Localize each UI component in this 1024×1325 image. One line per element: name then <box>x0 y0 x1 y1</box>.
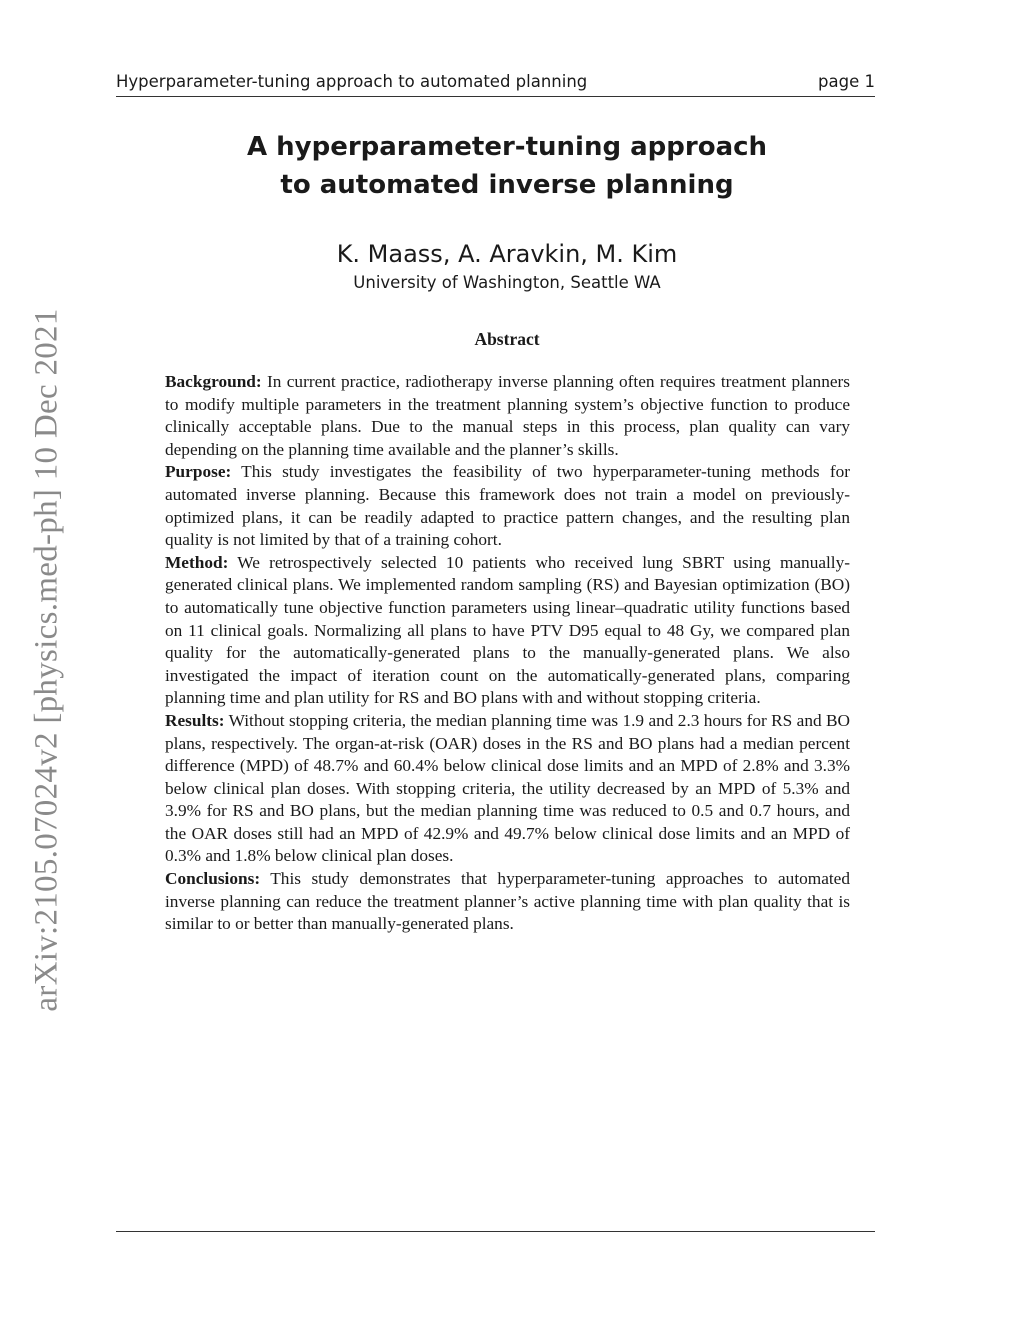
affiliation: University of Washington, Seattle WA <box>353 273 661 292</box>
paper-title-line-2: to automated inverse planning <box>280 170 734 200</box>
section-label: Purpose: <box>165 462 232 482</box>
section-label: Method: <box>165 552 229 572</box>
abstract-results <box>165 710 850 868</box>
abstract-body <box>165 371 850 936</box>
section-text: This study demonstrates that hyperparameter-tuning approaches to automated inverse planning can reduce the treatment planner’s active planning time with plan quality that is similar to or better than manually-generated plans. <box>165 869 850 934</box>
running-header <box>116 72 875 97</box>
section-text: This study investigates the feasibility of two hyperparameter-tuning methods for automated inverse planning. Because this framework does not train a model on previously-optimized plans, it can be readily adapted to practice pattern changes, and the resulting plan quality is not limited by that of a training cohort. <box>165 462 851 550</box>
paper-title-line-1: A hyperparameter-tuning approach <box>246 132 768 162</box>
arxiv-identifier: arXiv:2105.07024v2 [physics.med-ph] 10 Dec 2021 <box>28 308 65 1012</box>
footer-rule <box>116 1231 875 1232</box>
authors: K. Maass, A. Aravkin, M. Kim <box>336 240 678 268</box>
running-title: Hyperparameter-tuning approach to automated planning <box>116 72 588 91</box>
page-number: page 1 <box>818 72 875 91</box>
section-text: Without stopping criteria, the median planning time was 1.9 and 2.3 hours for RS and BO plans, respectively. The organ-at-risk (OAR) doses in the RS and BO plans had a median percent difference (MPD) of 48.7% and 60.4% below clinical dose limits and an MPD of 2.8% and 3.3% below clinical plan doses. With stopping criteria, the utility decreased by an MPD of 5.3% and 3.9% for RS and BO plans, but the median planning time was reduced to 0.5 and 0.7 hours, and the OAR doses still had an MPD of 42.9% and 49.7% below clinical dose limits and an MPD of 0.3% and 1.8% below clinical plan doses. <box>165 710 850 866</box>
section-label: Results: <box>165 710 225 730</box>
abstract-heading: Abstract <box>474 329 540 349</box>
abstract-background <box>165 371 850 461</box>
paper-title <box>116 128 898 204</box>
section-label: Conclusions: <box>165 869 261 889</box>
abstract-purpose <box>165 461 850 551</box>
section-text: In current practice, radiotherapy inverse planning often requires treatment planners to modify multiple parameters in the treatment planning system’s objective function to produce clinically acceptable plans. Due to the manual steps in this process, plan quality can vary depending on the planning time available and the planner’s skills. <box>165 372 850 459</box>
abstract-conclusions <box>165 868 850 936</box>
abstract-method <box>165 552 850 710</box>
section-text: We retrospectively selected 10 patients who received lung SBRT using manually-generated clinical plans. We implemented random sampling (RS) and Bayesian optimization (BO) to automatically tune objective function parameters using linear–quadratic utility functions based on 11 clinical goals. Normalizing all plans to have PTV D95 equal to 48 Gy, we compared plan quality for the automatically-generated plans to the manually-generated plans. We also investigated the impact of iteration count on the automatically-generated plans, comparing planning time and plan utility for RS and BO plans with and without stopping criteria. <box>165 552 851 708</box>
section-label: Background: <box>165 372 262 391</box>
